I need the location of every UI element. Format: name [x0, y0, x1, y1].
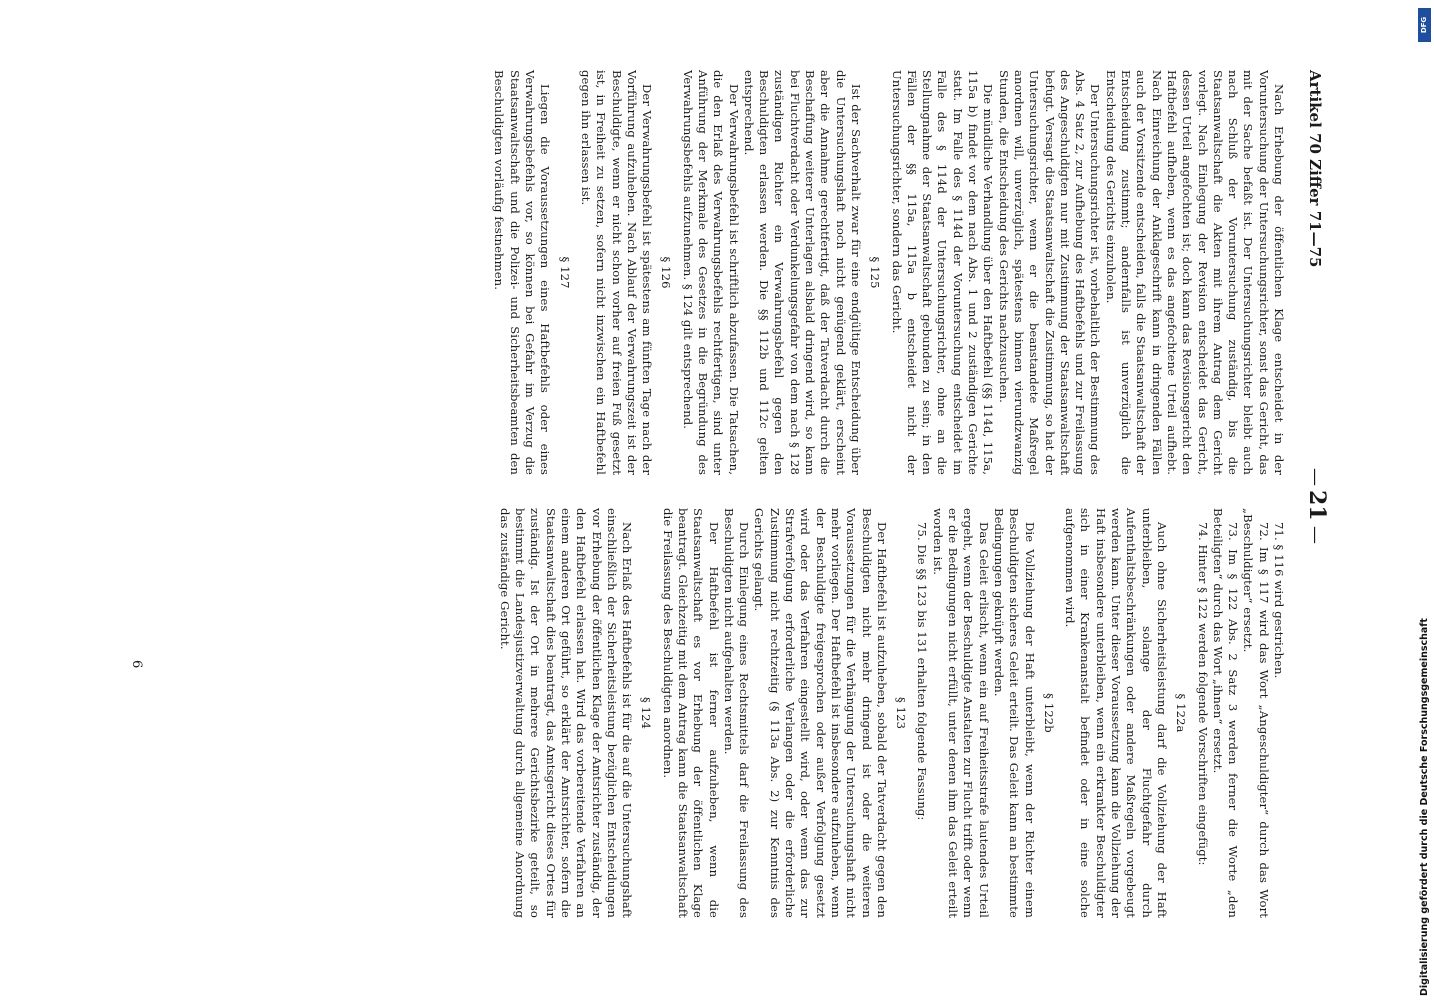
- numbered-item: 71. § 116 wird gestrichen.: [1272, 522, 1286, 679]
- section-heading: § 122b: [1041, 693, 1056, 733]
- document-page: [90, 70, 1330, 930]
- dfg-logo: DFG: [1418, 8, 1431, 42]
- paragraph: Durch Einlegung eines Rechtsmittels darf die Freilassung des Beschuldigten nicht aufgehalten werden.: [721, 508, 752, 918]
- digitization-credit: Digitalisierung gefördert durch die Deutsche Forschungsgemeinschaft: [1419, 618, 1430, 996]
- numbered-item: 75. Die §§ 123 bis 131 erhalten folgende Fassung:: [915, 522, 930, 821]
- numbered-item: 72. Im § 117 wird das Wort „Angeschuldigter“ durch das Wort „Beschuldigter“ ersetzt.: [1241, 508, 1271, 918]
- section-heading: § 126: [659, 256, 674, 289]
- numbered-item: 73. Im § 122 Abs. 2 Satz 3 werden ferner die Worte „den Beteiligten“ durch das Wort „ihnen“ ersetzt.: [1210, 508, 1241, 918]
- section-heading: § 123: [894, 696, 909, 730]
- paragraph: Der Untersuchungsrichter ist, vorbehaltlich der Bestimmung des Abs. 4 Satz 2, zur Aufhebung des Haftbefehls und zur Freilassung des Angeschuldigten nur mit Zustimmung der Staatsanwaltschaft befugt. Versagt die Staatsanwaltschaft die Zustimmung, so hat der Untersuchungsrichter, wenn er die beanstandete Maßregel anordnen will, unverzüglich, spätestens binnen vierundzwanzig Stunden, die Entscheidung des Gerichts nachzusuchen.: [996, 70, 1103, 475]
- paragraph: Das Geleit erlischt, wenn ein auf Freiheitsstrafe lautendes Urteil ergeht, wenn der Beschuldigte Anstalten zur Flucht trifft oder wenn er die Bedingungen nicht erfüllt, unter denen ihm das Geleit erteilt worden ist.: [930, 508, 991, 918]
- paragraph: Die mündliche Verhandlung über den Haftbefehl (§§ 114d, 115a, 115a b) findet vor dem nach Abs. 1 und 2 zuständigen Gerichte statt. Im Falle des § 114d der Voruntersuchung entscheidet im Falle des § 114d der Untersuchungsrichter, ohne an die Stellungnahme der Staatsanwaltschaft gebunden zu sein; in den Fällen der §§ 115a, 115a b entscheidet nicht der Untersuchungsrichter, sondern das Gericht.: [889, 70, 996, 475]
- paragraph: Der Verwahrungsbefehl ist schriftlich abzufassen. Die Tatsachen, die den Erlaß des Verwahrungsbefehls rechtfertigen, sind unter Anführung der Merkmale des Gesetzes in die Begründung des Verwahrungsbefehls aufzunehmen. § 124 gilt entsprechend.: [680, 70, 741, 475]
- paragraph: Der Haftbefehl ist ferner aufzuheben, wenn die Staatsanwaltschaft es vor Erhebung der öffentlichen Klage beantragt. Gleichzeitig mit dem Antrag kann die Staatsanwaltschaft die Freilassung des Beschuldigten anordnen.: [660, 508, 721, 918]
- paragraph: Die Vollziehung der Haft unterbleibt, wenn der Richter einem Beschuldigten sicheres Geleit erteilt. Das Geleit kann an bestimmte Bedingungen geknüpft werden.: [991, 508, 1037, 918]
- header-dash-left: —: [1305, 468, 1326, 486]
- numbered-item: 74. Hinter § 122 werden folgende Vorschriften eingefügt:: [1195, 522, 1210, 866]
- paragraph: Nach Erlaß des Haftbefehls ist für die auf die Untersuchungshaft einschließlich der Sicherheitsleistung bezüglichen Entscheidungen vor Erhebung der öffentlichen Klage der Amtsrichter zuständig, der den Haftbefehl erlassen hat. Wird das vorbereitende Verfahren an einem anderen Ort geführt, so erklärt der Amtsrichter, sofern die Staatsanwaltschaft dies beantragt, das Amtsgericht dieses Ortes für zuständig. Ist der Ort in mehrere Gerichtsbezirke geteilt, so bestimmt die Landesjustizverwaltung durch allgemeine Anordnung das zuständige Gericht.: [497, 508, 635, 918]
- paragraph: Nach Erhebung der öffentlichen Klage entscheidet in der Voruntersuchung der Untersuchungsrichter, sonst das Gericht, das mit der Sache befaßt ist. Der Untersuchungsrichter bleibt auch nach Schluß der Voruntersuchung zuständig, bis die Staatsanwaltschaft die Akten mit ihrem Antrag dem Gericht vorlegt. Nach Einlegung der Revision entscheidet das Gericht, dessen Urteil angefochten ist; doch kann das Revisionsgericht den Haftbefehl aufheben, wenn es das angefochtene Urteil aufhebt. Nach Einreichung der Anklageschrift kann in dringenden Fällen auch der Vorsitzende entscheiden, falls die Staatsanwaltschaft der Entscheidung zustimmt; andernfalls ist unverzüglich die Entscheidung des Gerichts einzuholen.: [1103, 70, 1286, 475]
- page-header: [1294, 70, 1330, 930]
- text-column-left: [496, 508, 1286, 918]
- section-heading: § 122a: [1174, 693, 1189, 733]
- page-marker: 6: [129, 660, 144, 669]
- section-heading: § 124: [639, 696, 654, 730]
- paragraph: Der Verwahrungsbefehl ist spätestens am fünften Tage nach der Vorführung aufzuheben. Nach Ablauf der Verwahrungszeit ist der Beschuldigte, wenn er nicht schon vorher auf freien Fuß gesetzt ist, in Freiheit zu setzen, sofern nicht inzwischen ein Haftbefehl gegen ihn erlassen ist.: [578, 70, 655, 475]
- digitization-sidebar: [1418, 6, 1432, 996]
- header-article-label: Artikel 70 Ziffer 71—75: [1306, 70, 1324, 268]
- page-number: 21: [1304, 490, 1330, 521]
- header-dash-right: —: [1305, 526, 1326, 544]
- section-heading: § 125: [868, 256, 883, 289]
- paragraph: Der Haftbefehl ist aufzuheben, sobald der Tatverdacht gegen den Beschuldigten nicht mehr dringend ist oder die weiteren Voraussetzungen für die Verhängung der Untersuchungshaft nicht mehr vorliegen. Der Haftbefehl ist insbesondere aufzuheben, wenn der Beschuldigte freigesprochen oder außer Verfolgung gesetzt wird oder das Verfahren eingestellt wird, oder wenn das zur Strafverfolgung erforderliche Verlangen oder die erforderliche Zustimmung nicht rechtzeitig (§ 113a Abs. 2) zur Kenntnis des Gerichts gelangt.: [752, 508, 889, 918]
- paragraph: Liegen die Voraussetzungen eines Haftbefehls oder eines Verwahrungsbefehls vor, so können bei Gefahr im Verzug die Staatsanwaltschaft und die Polizei- und Sicherheitsbeamten den Beschuldigten vorläufig festnehmen.: [492, 70, 553, 475]
- section-heading: § 127: [557, 256, 572, 289]
- paragraph: Ist der Sachverhalt zwar für eine endgültige Entscheidung über die Untersuchungshaft noch nicht genügend geklärt, erscheint aber die Annahme gerechtfertigt, daß der Tatverdacht durch die Beschaffung weiterer Unterlagen alsbald dringend wird, so kann bei Fluchtverdacht oder Verdunkelungsgefahr von dem nach § 128 zuständigen Richter ein Verwahrungsbefehl gegen den Beschuldigten erlassen werden. Die §§ 112b und 112c gelten entsprechend.: [741, 70, 863, 475]
- paragraph: Auch ohne Sicherheitsleistung darf die Vollziehung der Haft unterbleiben, solange der Fluchtgefahr durch Aufenthaltsbeschränkungen oder andere Maßregeln vorgebeugt werden kann. Unter dieser Voraussetzung kann die Vollziehung der Haft insbesondere unterbleiben, wenn ein erkrankter Beschuldigter sich in einer Krankenanstalt befindet oder in eine solche aufgenommen wird.: [1063, 508, 1169, 918]
- text-column-right: [491, 70, 1286, 475]
